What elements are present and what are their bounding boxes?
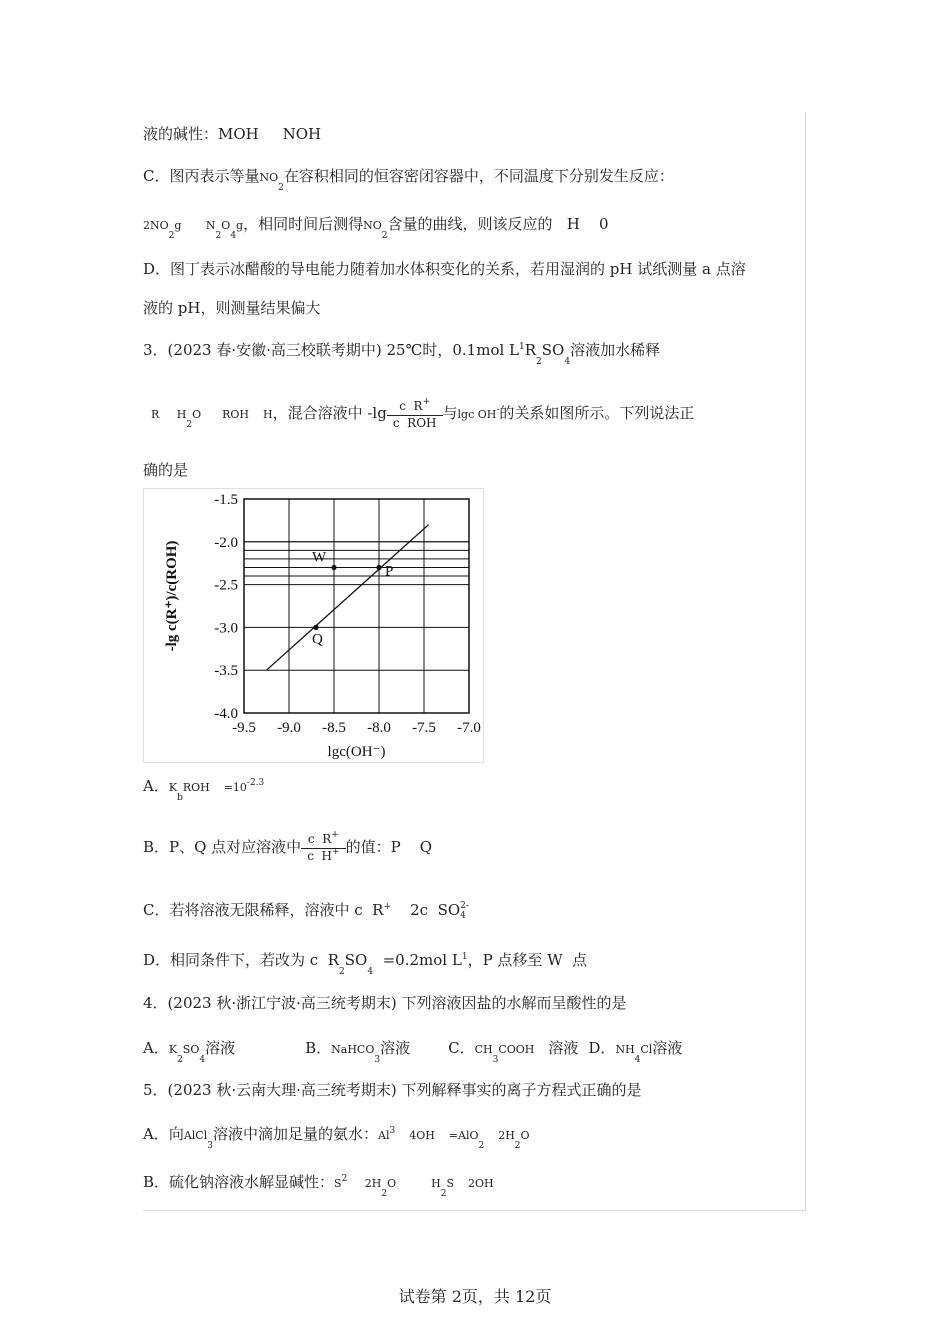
text: SO [182,1043,200,1056]
y-axis-label: -lg c(R⁺)/c(ROH) [164,540,180,652]
subscript: 2 [381,1189,388,1199]
text: c ROH [392,415,437,430]
subscript: 4 [367,967,374,977]
text-line [143,166,674,193]
superscript: + [331,829,339,840]
question-5-stem [143,1080,642,1100]
y-tick-label: -3.0 [214,620,238,637]
x-tick-label: -8.0 [367,720,391,736]
subscript: 3 [492,1055,499,1065]
text: Al [378,1129,390,1142]
page-footer: 试卷第 2页，共 12页 [398,1287,552,1306]
text: ROH =10 [182,781,247,794]
text: S [334,1177,342,1190]
x-axis-label: lgc(OH⁻) [327,744,386,760]
subscript: 2 [478,1141,485,1151]
data-point-p [376,565,381,570]
text: 2c SO [391,901,461,919]
text-line [143,396,694,433]
y-tick-label: -4.0 [214,706,238,722]
text: SO [541,341,565,359]
text: 2H [347,1177,382,1190]
subscript: 4 [634,1055,641,1065]
text: g N [174,219,216,232]
text: 2NO [143,219,169,232]
text: K [168,1043,178,1056]
subscript: 3 [374,1055,381,1065]
text: 与 [442,404,458,422]
y-tick-label: -1.5 [214,492,238,508]
superscript: + [383,902,392,912]
text: 确的是 [143,461,189,479]
text: NH [615,1043,635,1056]
text: 溶液 [652,1039,683,1057]
point-label: P [385,563,394,580]
subscript: 3 [207,1141,213,1151]
chart-figure [143,488,484,763]
text: O ROH H [192,408,273,421]
text: C．图丙表示等量 [143,167,260,185]
ratio-fraction [387,396,443,430]
text-line [143,214,609,241]
y-tick-label: -2.5 [214,577,238,594]
text: SO [344,951,368,969]
text: lgc OH [457,408,497,421]
superscript: 1 [519,342,525,352]
subscript: 2 [168,231,175,241]
text: NO [363,219,382,232]
text: 在容积相同的恒容密闭容器中，不同温度下分别发生反应： [283,167,674,185]
text: K [168,781,178,794]
superscript: 1 [461,952,468,962]
subscript: 2 [215,231,222,241]
text: 溶液加水稀释 [570,341,661,359]
subscript: 4 [564,357,571,367]
superscript: - [496,405,500,415]
text: 溶液 [380,1039,411,1057]
text: C． [448,1039,475,1057]
text: D． [588,1039,616,1057]
text: R [524,341,537,359]
x-tick-label: -9.0 [277,720,301,736]
text: Cl [640,1043,653,1056]
option-a [143,1124,530,1151]
superscript: 2- [460,901,469,911]
question-4-options [143,1038,683,1065]
text: D．相同条件下，若改为 c R [143,951,340,969]
text: 2H [484,1129,515,1142]
text: NaHCO [331,1043,375,1056]
text: 液的碱性：MOH NOH [143,125,322,143]
text: c R [307,831,332,846]
subscript: 2 [514,1141,521,1151]
point-label: W [312,549,327,566]
subscript: 4 [460,911,466,921]
text: ，混合溶液中 -lg [272,404,387,422]
text: ，相同时间后测得 [243,215,364,233]
text: 4．(2023 秋·浙江宁波·高三统考期末) 下列溶液因盐的水解而呈酸性的是 [143,994,627,1012]
subscript: 2 [536,357,542,367]
right-border [805,112,806,1210]
option-a [143,776,265,803]
text: 4OH =AlO [395,1129,479,1142]
superscript: 3 [389,1126,396,1136]
text: CH [474,1043,493,1056]
data-point-q [313,625,318,630]
text: ，P 点移至 W 点 [467,951,588,969]
text: c H [307,848,333,863]
text-line [143,298,320,318]
subscript: 4 [230,231,237,241]
text: A．向 [143,1125,184,1143]
text: 液的 pH，则测量结果偏大 [143,299,321,317]
y-tick-label: -2.0 [214,534,238,551]
subscript: 2 [278,183,284,193]
subscript: 2 [440,1189,447,1199]
text: O [520,1129,530,1142]
x-tick-label: -9.5 [232,720,256,736]
text: 的关系如图所示。下列说法正 [499,404,695,422]
point-label: Q [312,631,323,648]
bottom-border [143,1210,806,1211]
question-4-stem [143,993,627,1013]
superscript: + [422,396,431,407]
y-tick-label: -3.5 [214,663,238,680]
text-line [143,460,188,480]
ratio-fraction [301,829,345,865]
text: AlCl [183,1129,208,1142]
option-d [143,950,588,977]
subscript: 4 [199,1055,206,1065]
text: C．若将溶液无限稀释，溶液中 c R [143,901,384,919]
x-tick-label: -7.5 [412,720,436,736]
text: A． [143,777,169,795]
question-3-stem [143,340,661,367]
text: 溶液 [205,1039,236,1057]
plot-frame [244,499,469,713]
option-b [143,1172,494,1199]
text-line [143,259,746,279]
superscript: + [332,846,340,857]
text: =0.2mol L [373,951,462,969]
text: c R [399,398,423,413]
text: D．图丁表示冰醋酸的导电能力随着加水体积变化的关系，若用湿润的 pH 试纸测量 a 点溶 [143,260,746,278]
x-tick-label: -8.5 [322,720,346,736]
superscript: -2.3 [246,778,265,788]
text: 溶液 [548,1039,579,1057]
text: 溶液中滴加足量的氨水： [212,1125,378,1143]
subscript: 2 [339,967,345,977]
option-c [143,900,469,923]
text: S 2OH [446,1177,494,1190]
text: NO [259,171,279,184]
text: O H [387,1177,441,1190]
text: B．硫化钠溶液水解显碱性： [143,1173,335,1191]
subscript: b [177,793,183,803]
text: 3．(2023 春·安徽·高三校联考期中) 25℃时，0.1mol L [143,341,519,359]
text: 5．(2023 秋·云南大理·高三统考期末) 下列解释事实的离子方程式正确的是 [143,1081,642,1099]
text: O [221,219,231,232]
subscript: 2 [186,420,193,430]
superscript: 2 [341,1174,348,1184]
text: 的值：P Q [345,838,433,856]
text: COOH [498,1043,535,1056]
option-b [143,823,432,871]
text: g [236,219,244,232]
subscript: 2 [381,231,388,241]
x-tick-label: -7.0 [457,720,481,736]
text-line [143,124,321,144]
text: 含量的曲线，则该反应的 H 0 [387,215,609,233]
text: B．P、Q 点对应溶液中 [143,838,302,856]
text: B． [305,1039,332,1057]
chart-svg [144,489,483,762]
text: A． [143,1039,169,1057]
data-point-w [331,565,336,570]
data-line [267,525,429,671]
subscript: 2 [177,1055,183,1065]
text: R H [151,408,187,421]
